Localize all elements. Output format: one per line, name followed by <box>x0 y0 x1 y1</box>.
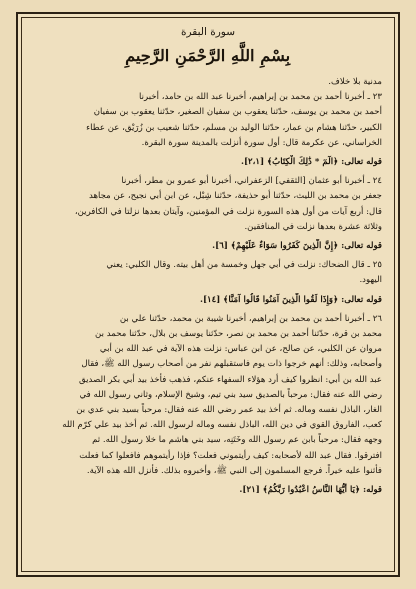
text-line: اليهود. <box>359 275 382 286</box>
text-line: الغار، الباذل نفسه وماله. ثم أخذ بيد عمر رضي الله عنه فقال: مرحباً بسيد بني عدي بن <box>76 405 382 416</box>
page-frame <box>16 12 400 577</box>
text-line: مدنية بلا خلاف. <box>328 77 382 87</box>
basmala-text: بِسْمِ اللَّهِ الرَّحْمَنِ الرَّحِيمِ <box>125 46 291 65</box>
verse-line: قوله تعالى: ﴿الٓمٓ * ذَٰلِكَ الْكِتَابُ﴾ [٢،١]. <box>240 157 382 168</box>
verse-line: قوله: ﴿يَا أَيُّهَا النَّاسُ اعْبُدُوا رَبَّكُمُ﴾ [٢١]. <box>239 485 382 496</box>
text-line: ٢٤ ـ أخبرنا أبو عثمان [الثقفي] الزعفراني، أخبرنا أبو عمرو بن مطر، أخبرنا <box>121 176 382 187</box>
text-line: وثلاثة عشرة بعدها نزلت في المنافقين. <box>244 221 382 232</box>
verse-line: قوله تعالى: ﴿وَإِذَا لَقُوا الَّذِينَ آمَنُوا قَالُوا آمَنَّا﴾ [١٤]. <box>199 294 382 305</box>
verse-line: قوله تعالى: ﴿إِنَّ الَّذِينَ كَفَرُوا سَوَاءٌ عَلَيْهِمْ﴾ [٦]. <box>212 241 382 252</box>
text-line: مروان عن الكلبي، عن صالح، عن ابن عباس: نزلت هذه الآية في عبد الله بن أُبي <box>99 344 382 355</box>
text-line: افترقوا. فقال عبد الله لأصحابه: كيف رأيتموني فعلت؟ فإذا رأيتموهم فافعلوا كما فعلت <box>79 450 382 461</box>
text-line: فأثنوا عليه خيراً. فرجع المسلمون إلى النبي ﷺ، وأخبروه بذلك. فأنزل الله هذه الآية. <box>86 465 382 476</box>
text-line: الكبير، حدّثنا هشام بن عمار، حدّثنا الوليد بن مسلم، حدّثنا شعيب بن زُرَيْق، عن عطاء <box>86 122 382 133</box>
text-line: جعفر بن محمد بن الليث، حدّثنا أبو حذيفة، حدّثنا شِبْل، عن ابن أبي نجيح، عن مجاهد <box>88 191 382 202</box>
surah-title: سورة البقرة <box>180 26 236 38</box>
text-line: عبد الله بن أُبي: انظروا كيف أرد هؤلاء السفهاء عنكم، فذهب فأخذ بيد أبي بكر الصديق <box>79 374 382 385</box>
text-line: وأصحابه، وذلك: أنهم خرجوا ذات يوم فاستقبلهم نفر من أصحاب رسول الله ﷺ، فقال <box>81 359 382 370</box>
text-line: ٢٥ ـ قال الضحاك: نزلت في أبي جهل وخمسة من أهل بيته. وقال الكلبي: يعني <box>106 260 382 271</box>
text-line: كعب، الفاروق القوي في دين الله، الباذل نفسه وماله لرسول الله. ثم أخذ بيد علي كرّم الله <box>62 420 382 431</box>
text-line: ٢٦ ـ أخبرنا أحمد بن محمد بن إبراهيم، أخبرنا شيبة بن محمد، حدّثنا علي بن <box>119 313 382 324</box>
text-line: وجهه فقال: مرحباً بابن عم رسول الله وخَتَنِه، سيد بني هاشم ما خلا رسول الله. ثم <box>92 435 382 446</box>
text-line: أحمد بن محمد بن يوسف، حدّثنا يعقوب بن سفيان الصغير، حدّثنا يعقوب بن سفيان <box>93 107 382 118</box>
text-line: الخراساني، عن عكرمة قال: أول سورة أنزلت بالمدينة سورة البقرة. <box>141 137 382 148</box>
text-line: ٢٣ ـ أخبرنا أحمد بن محمد بن إبراهيم، أخبرنا عبد الله بن حامد، أخبرنا <box>138 92 382 103</box>
basmala-heading <box>34 43 382 69</box>
text-line: قال: أربع آيات من أول هذه السورة نزلت في المؤمنين، وآيتان بعدها نزلتا في الكافرين، <box>74 206 382 217</box>
text-line: محمد بن قرة، حدّثنا أحمد بن محمد بن نصر، حدّثنا يوسف بن بلال، حدّثنا محمد بن <box>95 329 382 340</box>
page-content <box>21 17 395 572</box>
text-line: رضي الله عنه فقال: مرحباً بالصديق سيد بني تيم، وشيخ الإسلام، وثاني رسول الله في <box>79 389 382 400</box>
